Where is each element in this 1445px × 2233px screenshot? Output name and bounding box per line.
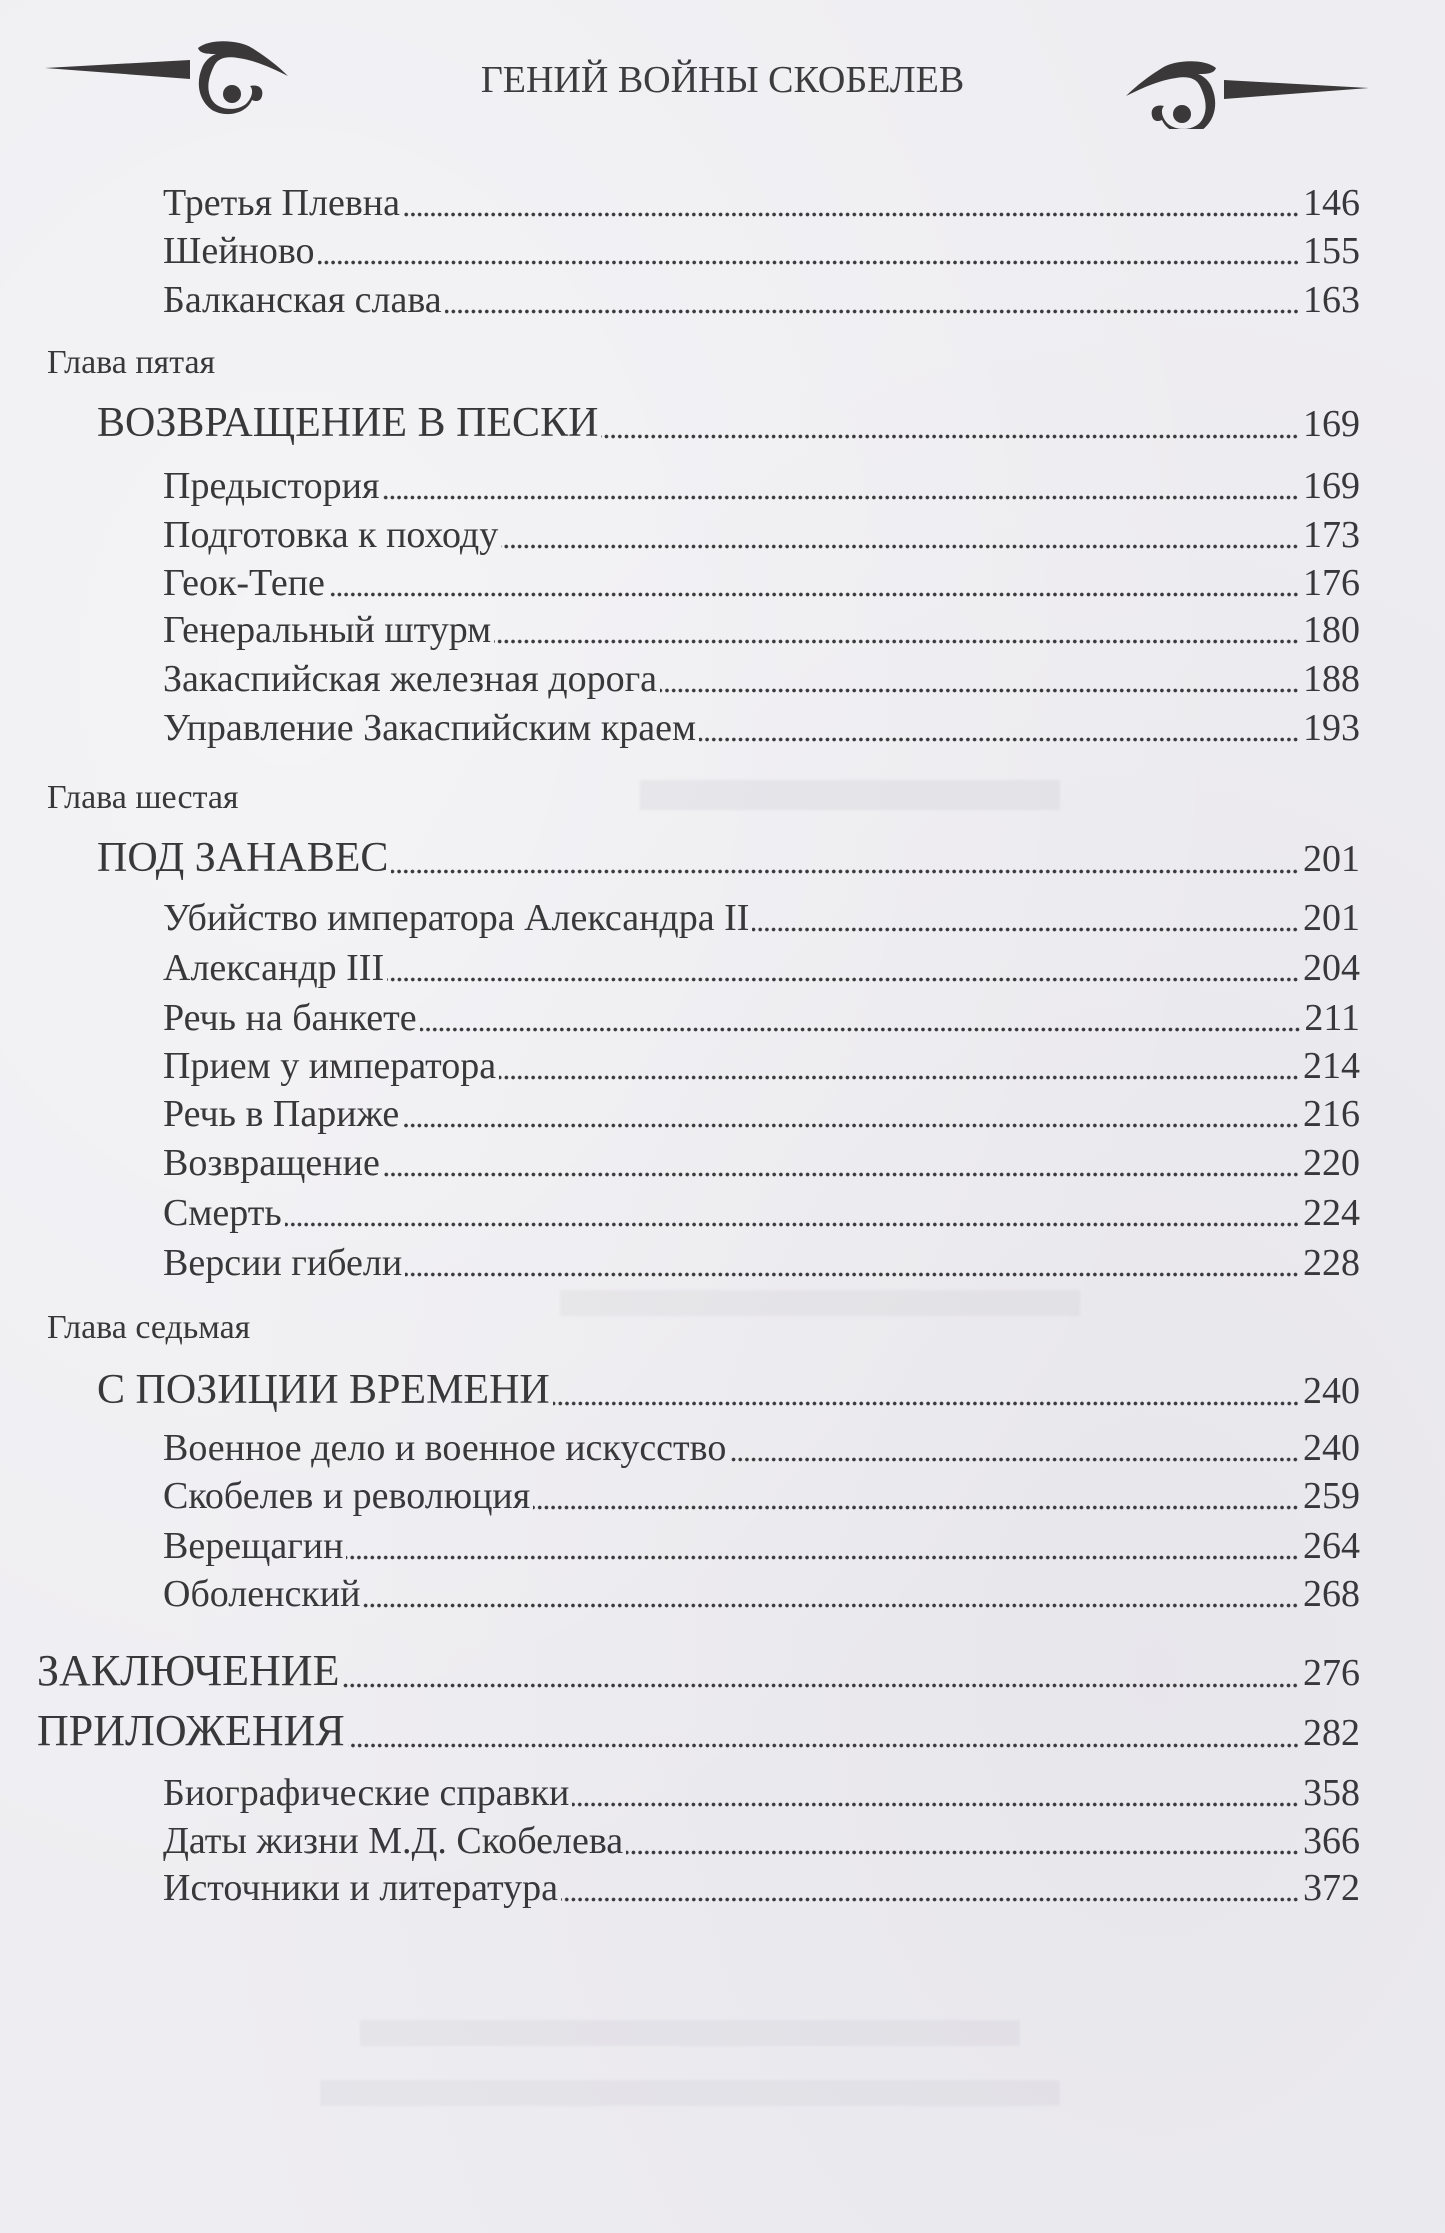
show-through-decoration bbox=[360, 2020, 1020, 2046]
section-title: ЗАКЛЮЧЕНИЕ bbox=[37, 1646, 340, 1695]
toc-entry-page: 240 bbox=[1303, 1427, 1360, 1469]
toc-entry[interactable] bbox=[163, 657, 1360, 701]
toc-entry[interactable] bbox=[163, 229, 1360, 273]
toc-entry[interactable] bbox=[163, 1141, 1360, 1185]
show-through-decoration bbox=[640, 780, 1060, 810]
toc-entry-page: 204 bbox=[1303, 947, 1360, 989]
toc-entry-title: Генеральный штурм bbox=[163, 609, 492, 651]
toc-entry-page: 188 bbox=[1303, 658, 1360, 700]
toc-entry-title: Речь на банкете bbox=[163, 997, 417, 1039]
toc-entry[interactable] bbox=[163, 1866, 1360, 1910]
toc-entry-page: 220 bbox=[1303, 1142, 1360, 1184]
toc-entry-title: Предыстория bbox=[163, 465, 380, 507]
toc-entry-page: 228 bbox=[1303, 1242, 1360, 1284]
dot-leader bbox=[403, 181, 1299, 225]
dot-leader bbox=[553, 1366, 1299, 1415]
toc-entry-title: Геок-Тепе bbox=[163, 562, 325, 604]
toc-entry[interactable] bbox=[163, 278, 1360, 322]
chapter-label: Глава шестая bbox=[47, 779, 239, 816]
toc-entry-title: Александр III bbox=[163, 947, 385, 989]
toc-entry-title: Источники и литература bbox=[163, 1867, 558, 1909]
toc-entry-page: 146 bbox=[1303, 182, 1360, 224]
dot-leader bbox=[383, 1141, 1299, 1185]
toc-entry[interactable] bbox=[163, 996, 1360, 1040]
toc-entry-title: Шейново bbox=[163, 230, 315, 272]
toc-entry-title: Биографические справки bbox=[163, 1772, 570, 1814]
toc-entry-page: 216 bbox=[1303, 1093, 1360, 1135]
toc-entry[interactable] bbox=[163, 464, 1360, 508]
dot-leader bbox=[363, 1572, 1299, 1616]
toc-entry-page: 169 bbox=[1303, 465, 1360, 507]
chapter-label: Глава седьмая bbox=[47, 1309, 251, 1346]
section-page: 276 bbox=[1303, 1652, 1360, 1694]
toc-entry-page: 366 bbox=[1303, 1820, 1360, 1862]
toc-entry-title: Оболенский bbox=[163, 1573, 361, 1615]
toc-entry[interactable] bbox=[163, 1524, 1360, 1568]
dot-leader bbox=[501, 513, 1299, 557]
toc-entry[interactable] bbox=[163, 1819, 1360, 1863]
show-through-decoration bbox=[560, 1290, 1080, 1316]
toc-entry[interactable] bbox=[163, 1092, 1360, 1136]
toc-entry[interactable] bbox=[163, 706, 1360, 750]
toc-entry-page: 193 bbox=[1303, 707, 1360, 749]
dot-leader bbox=[499, 1044, 1299, 1088]
dot-leader bbox=[420, 996, 1301, 1040]
toc-entry-page: 163 bbox=[1303, 279, 1360, 321]
toc-entry[interactable] bbox=[163, 1474, 1360, 1518]
toc-entry-page: 268 bbox=[1303, 1573, 1360, 1615]
toc-entry-page: 224 bbox=[1303, 1192, 1360, 1234]
show-through-decoration bbox=[320, 2080, 1060, 2106]
toc-entry-title: Подготовка к походу bbox=[163, 514, 499, 556]
toc-entry-title: Верещагин bbox=[163, 1525, 344, 1567]
chapter-title: ВОЗВРАЩЕНИЕ В ПЕСКИ bbox=[97, 400, 599, 446]
running-head-title: ГЕНИЙ ВОЙНЫ СКОБЕЛЕВ bbox=[480, 59, 965, 101]
chapter-entry[interactable] bbox=[97, 1366, 1360, 1415]
toc-entry-page: 214 bbox=[1303, 1045, 1360, 1087]
toc-entry[interactable] bbox=[163, 513, 1360, 557]
dot-leader bbox=[318, 229, 1299, 273]
dot-leader bbox=[382, 464, 1299, 508]
toc-entry-title: Управление Закаспийским краем bbox=[163, 707, 697, 749]
toc-entry-page: 173 bbox=[1303, 514, 1360, 556]
toc-entry-page: 372 bbox=[1303, 1867, 1360, 1909]
toc-entry-title: Убийство императора Александра II bbox=[163, 897, 750, 939]
conclusion-entry[interactable] bbox=[37, 1646, 1360, 1698]
dot-leader bbox=[405, 1241, 1299, 1285]
toc-entry-page: 264 bbox=[1303, 1525, 1360, 1567]
dot-leader bbox=[285, 1191, 1299, 1235]
dot-leader bbox=[533, 1474, 1299, 1518]
section-page: 282 bbox=[1303, 1712, 1360, 1754]
toc-entry-page: 176 bbox=[1303, 562, 1360, 604]
toc-entry[interactable] bbox=[163, 1044, 1360, 1088]
dot-leader bbox=[699, 706, 1299, 750]
section-title: ПРИЛОЖЕНИЯ bbox=[37, 1706, 345, 1755]
toc-entry-title: Возвращение bbox=[163, 1142, 380, 1184]
dot-leader bbox=[601, 399, 1299, 448]
chapter-entry[interactable] bbox=[97, 834, 1360, 883]
chapter-title: ПОД ЗАНАВЕС bbox=[97, 835, 389, 881]
appendices-entry[interactable] bbox=[37, 1706, 1360, 1758]
toc-entry-page: 180 bbox=[1303, 609, 1360, 651]
toc-entry-title: Военное дело и военное искусство bbox=[163, 1427, 727, 1469]
chapter-title: С ПОЗИЦИИ ВРЕМЕНИ bbox=[97, 1367, 550, 1413]
chapter-page: 169 bbox=[1303, 403, 1360, 445]
toc-entry[interactable] bbox=[163, 946, 1360, 990]
toc-entry[interactable] bbox=[163, 181, 1360, 225]
dot-leader bbox=[387, 946, 1299, 990]
toc-entry[interactable] bbox=[163, 1426, 1360, 1470]
toc-entry[interactable] bbox=[163, 1241, 1360, 1285]
dot-leader bbox=[391, 834, 1299, 883]
toc-entry[interactable] bbox=[163, 1191, 1360, 1235]
dot-leader bbox=[626, 1819, 1299, 1863]
toc-entry-title: Скобелев и революция bbox=[163, 1475, 531, 1517]
toc-entry-page: 155 bbox=[1303, 230, 1360, 272]
chapter-page: 201 bbox=[1303, 838, 1360, 880]
dot-leader bbox=[572, 1771, 1299, 1815]
toc-entry-title: Речь в Париже bbox=[163, 1093, 400, 1135]
toc-entry[interactable] bbox=[163, 1771, 1360, 1815]
toc-entry-title: Балканская слава bbox=[163, 279, 442, 321]
toc-entry-title: Прием у императора bbox=[163, 1045, 497, 1087]
dot-leader bbox=[328, 561, 1299, 605]
chapter-label: Глава пятая bbox=[47, 344, 216, 381]
toc-entry[interactable] bbox=[163, 1572, 1360, 1616]
toc-entry-page: 201 bbox=[1303, 897, 1360, 939]
toc-entry-page: 211 bbox=[1304, 997, 1360, 1039]
chapter-entry[interactable] bbox=[97, 399, 1360, 448]
toc-entry[interactable] bbox=[163, 561, 1360, 605]
toc-entry-title: Смерть bbox=[163, 1192, 282, 1234]
dot-leader bbox=[346, 1524, 1299, 1568]
dot-leader bbox=[494, 608, 1299, 652]
toc-entry-page: 358 bbox=[1303, 1772, 1360, 1814]
toc-entry-title: Версии гибели bbox=[163, 1242, 403, 1284]
dot-leader bbox=[445, 278, 1299, 322]
chapter-page: 240 bbox=[1303, 1370, 1360, 1412]
toc-entry-title: Третья Плевна bbox=[163, 182, 400, 224]
toc-entry-title: Даты жизни М.Д. Скобелева bbox=[163, 1820, 624, 1862]
dot-leader bbox=[402, 1092, 1299, 1136]
dot-leader bbox=[729, 1426, 1299, 1470]
dot-leader bbox=[561, 1866, 1299, 1910]
dot-leader bbox=[348, 1706, 1299, 1758]
toc-entry[interactable] bbox=[163, 608, 1360, 652]
dot-leader bbox=[752, 896, 1299, 940]
dot-leader bbox=[342, 1646, 1299, 1698]
toc-entry-title: Закаспийская железная дорога bbox=[163, 658, 658, 700]
toc-entry[interactable] bbox=[163, 896, 1360, 940]
toc-entry-page: 259 bbox=[1303, 1475, 1360, 1517]
dot-leader bbox=[660, 657, 1299, 701]
